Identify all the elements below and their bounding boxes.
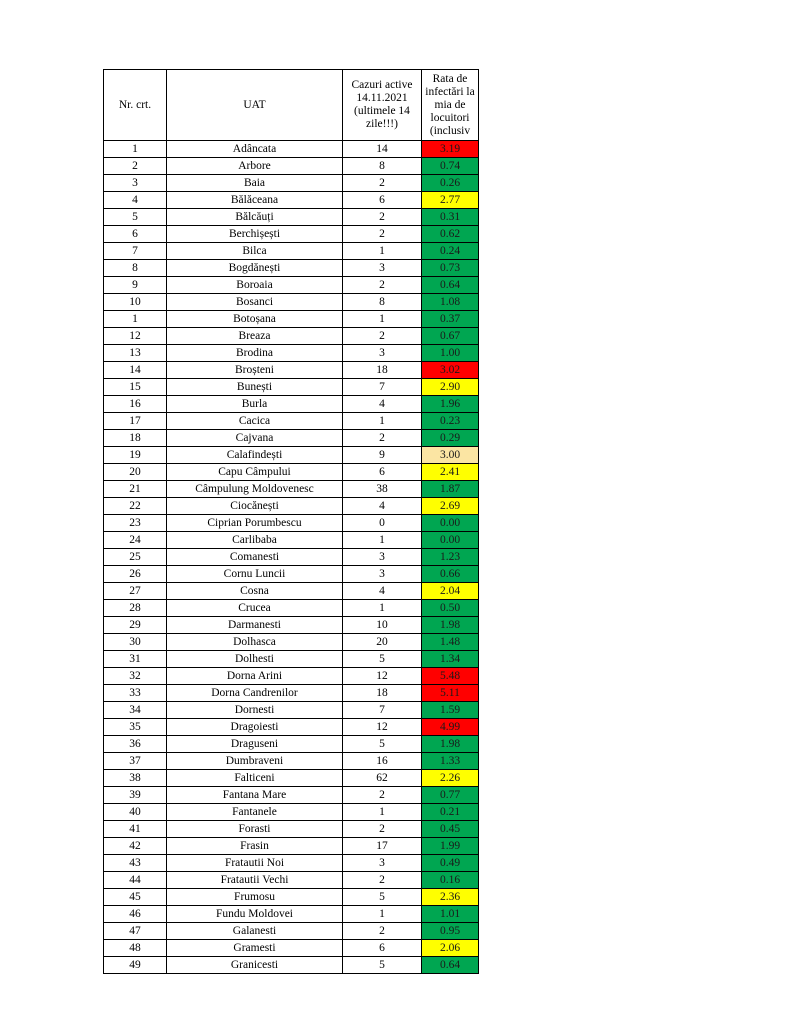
table-header-row <box>104 70 479 141</box>
infection-rate-cell: 0.73 <box>422 260 479 277</box>
row-number-cell: 9 <box>104 277 167 294</box>
active-cases-cell: 2 <box>343 430 422 447</box>
infection-rate-cell: 0.29 <box>422 430 479 447</box>
table-row <box>104 753 479 770</box>
uat-name-cell: Baia <box>167 175 343 192</box>
infection-rate-cell: 2.69 <box>422 498 479 515</box>
active-cases-cell: 6 <box>343 192 422 209</box>
uat-name-cell: Dragoiesti <box>167 719 343 736</box>
infection-rate-cell: 0.67 <box>422 328 479 345</box>
active-cases-cell: 3 <box>343 566 422 583</box>
table-row <box>104 498 479 515</box>
table-row <box>104 379 479 396</box>
infection-rate-cell: 0.77 <box>422 787 479 804</box>
row-number-cell: 1 <box>104 141 167 158</box>
infection-rate-cell: 0.74 <box>422 158 479 175</box>
table-row <box>104 192 479 209</box>
table-row <box>104 294 479 311</box>
active-cases-cell: 6 <box>343 464 422 481</box>
row-number-cell: 25 <box>104 549 167 566</box>
row-number-cell: 43 <box>104 855 167 872</box>
table-row <box>104 634 479 651</box>
row-number-cell: 37 <box>104 753 167 770</box>
row-number-cell: 33 <box>104 685 167 702</box>
active-cases-cell: 16 <box>343 753 422 770</box>
row-number-cell: 31 <box>104 651 167 668</box>
infection-rate-cell: 0.00 <box>422 532 479 549</box>
row-number-cell: 32 <box>104 668 167 685</box>
table-row <box>104 668 479 685</box>
table-row <box>104 719 479 736</box>
active-cases-cell: 1 <box>343 600 422 617</box>
uat-name-cell: Darmanesti <box>167 617 343 634</box>
infection-rate-cell: 1.08 <box>422 294 479 311</box>
row-number-cell: 30 <box>104 634 167 651</box>
infection-rate-cell: 1.59 <box>422 702 479 719</box>
table-row <box>104 702 479 719</box>
row-number-cell: 21 <box>104 481 167 498</box>
active-cases-cell: 4 <box>343 396 422 413</box>
active-cases-cell: 38 <box>343 481 422 498</box>
uat-name-cell: Frumosu <box>167 889 343 906</box>
row-number-cell: 15 <box>104 379 167 396</box>
row-number-cell: 19 <box>104 447 167 464</box>
row-number-cell: 20 <box>104 464 167 481</box>
infection-rate-cell: 1.98 <box>422 617 479 634</box>
header-nr: Nr. crt. <box>104 70 167 141</box>
infection-rate-cell: 1.01 <box>422 906 479 923</box>
active-cases-cell: 1 <box>343 413 422 430</box>
uat-name-cell: Cajvana <box>167 430 343 447</box>
active-cases-cell: 20 <box>343 634 422 651</box>
table-row <box>104 464 479 481</box>
uat-name-cell: Bilca <box>167 243 343 260</box>
infection-rate-cell: 4.99 <box>422 719 479 736</box>
row-number-cell: 47 <box>104 923 167 940</box>
active-cases-cell: 3 <box>343 345 422 362</box>
table-row <box>104 396 479 413</box>
uat-name-cell: Dorna Arini <box>167 668 343 685</box>
infection-rate-cell: 1.23 <box>422 549 479 566</box>
uat-name-cell: Dolhesti <box>167 651 343 668</box>
uat-name-cell: Fratautii Vechi <box>167 872 343 889</box>
uat-name-cell: Ciocănești <box>167 498 343 515</box>
uat-name-cell: Câmpulung Moldovenesc <box>167 481 343 498</box>
table-row <box>104 651 479 668</box>
row-number-cell: 45 <box>104 889 167 906</box>
active-cases-cell: 4 <box>343 583 422 600</box>
infection-rate-cell: 0.66 <box>422 566 479 583</box>
uat-name-cell: Dornesti <box>167 702 343 719</box>
uat-name-cell: Brodina <box>167 345 343 362</box>
header-rate <box>422 70 479 141</box>
infection-rate-cell: 2.36 <box>422 889 479 906</box>
row-number-cell: 38 <box>104 770 167 787</box>
active-cases-cell: 5 <box>343 651 422 668</box>
uat-name-cell: Galanesti <box>167 923 343 940</box>
row-number-cell: 36 <box>104 736 167 753</box>
active-cases-cell: 17 <box>343 838 422 855</box>
infection-rate-cell: 0.23 <box>422 413 479 430</box>
row-number-cell: 27 <box>104 583 167 600</box>
infection-rate-cell: 5.48 <box>422 668 479 685</box>
table-row <box>104 600 479 617</box>
table-row <box>104 413 479 430</box>
row-number-cell: 5 <box>104 209 167 226</box>
table-row <box>104 566 479 583</box>
table-row <box>104 855 479 872</box>
infection-rate-cell: 0.49 <box>422 855 479 872</box>
infection-rate-cell: 2.41 <box>422 464 479 481</box>
active-cases-cell: 2 <box>343 175 422 192</box>
row-number-cell: 22 <box>104 498 167 515</box>
active-cases-cell: 1 <box>343 243 422 260</box>
active-cases-cell: 6 <box>343 940 422 957</box>
infection-rate-cell: 3.02 <box>422 362 479 379</box>
row-number-cell: 2 <box>104 158 167 175</box>
uat-name-cell: Frasin <box>167 838 343 855</box>
row-number-cell: 16 <box>104 396 167 413</box>
active-cases-cell: 3 <box>343 549 422 566</box>
table-row <box>104 685 479 702</box>
uat-name-cell: Ciprian Porumbescu <box>167 515 343 532</box>
row-number-cell: 29 <box>104 617 167 634</box>
infection-rate-cell: 0.50 <box>422 600 479 617</box>
active-cases-cell: 14 <box>343 141 422 158</box>
row-number-cell: 24 <box>104 532 167 549</box>
uat-name-cell: Berchișești <box>167 226 343 243</box>
table-row <box>104 549 479 566</box>
table-row <box>104 447 479 464</box>
active-cases-cell: 7 <box>343 379 422 396</box>
active-cases-cell: 18 <box>343 685 422 702</box>
infection-rate-cell: 2.06 <box>422 940 479 957</box>
uat-name-cell: Breaza <box>167 328 343 345</box>
table-row <box>104 821 479 838</box>
active-cases-cell: 2 <box>343 277 422 294</box>
active-cases-cell: 2 <box>343 821 422 838</box>
table-row <box>104 481 479 498</box>
table-row <box>104 617 479 634</box>
table-row <box>104 583 479 600</box>
infection-rate-cell: 0.62 <box>422 226 479 243</box>
table-row <box>104 770 479 787</box>
table-row <box>104 957 479 974</box>
infection-rate-cell: 0.95 <box>422 923 479 940</box>
uat-name-cell: Bogdănești <box>167 260 343 277</box>
row-number-cell: 40 <box>104 804 167 821</box>
table-row <box>104 940 479 957</box>
active-cases-cell: 5 <box>343 957 422 974</box>
infection-rate-cell: 0.16 <box>422 872 479 889</box>
uat-name-cell: Comanesti <box>167 549 343 566</box>
uat-name-cell: Draguseni <box>167 736 343 753</box>
active-cases-cell: 2 <box>343 787 422 804</box>
table-row <box>104 362 479 379</box>
row-number-cell: 39 <box>104 787 167 804</box>
table-row <box>104 209 479 226</box>
infection-rate-cell: 1.34 <box>422 651 479 668</box>
table-row <box>104 515 479 532</box>
row-number-cell: 34 <box>104 702 167 719</box>
table-row <box>104 532 479 549</box>
infection-rate-cell: 3.19 <box>422 141 479 158</box>
uat-name-cell: Bunești <box>167 379 343 396</box>
row-number-cell: 23 <box>104 515 167 532</box>
row-number-cell: 14 <box>104 362 167 379</box>
infection-rate-cell: 0.24 <box>422 243 479 260</box>
active-cases-cell: 1 <box>343 532 422 549</box>
uat-name-cell: Forasti <box>167 821 343 838</box>
uat-name-cell: Gramesti <box>167 940 343 957</box>
infection-rate-cell: 2.04 <box>422 583 479 600</box>
table-row <box>104 838 479 855</box>
uat-name-cell: Bălcăuți <box>167 209 343 226</box>
table-row <box>104 889 479 906</box>
row-number-cell: 13 <box>104 345 167 362</box>
uat-name-cell: Adâncata <box>167 141 343 158</box>
infection-rate-cell: 0.37 <box>422 311 479 328</box>
table-row <box>104 345 479 362</box>
infection-rate-cell: 1.99 <box>422 838 479 855</box>
row-number-cell: 3 <box>104 175 167 192</box>
uat-name-cell: Burla <box>167 396 343 413</box>
active-cases-cell: 9 <box>343 447 422 464</box>
uat-name-cell: Capu Câmpului <box>167 464 343 481</box>
table-row <box>104 906 479 923</box>
active-cases-cell: 8 <box>343 294 422 311</box>
uat-name-cell: Bosanci <box>167 294 343 311</box>
row-number-cell: 26 <box>104 566 167 583</box>
row-number-cell: 46 <box>104 906 167 923</box>
row-number-cell: 42 <box>104 838 167 855</box>
row-number-cell: 6 <box>104 226 167 243</box>
uat-name-cell: Granicesti <box>167 957 343 974</box>
infection-rate-cell: 0.64 <box>422 277 479 294</box>
row-number-cell: 10 <box>104 294 167 311</box>
uat-name-cell: Boroaia <box>167 277 343 294</box>
infection-rate-cell: 0.64 <box>422 957 479 974</box>
row-number-cell: 12 <box>104 328 167 345</box>
uat-name-cell: Cornu Luncii <box>167 566 343 583</box>
table-body <box>104 141 479 974</box>
row-number-cell: 7 <box>104 243 167 260</box>
row-number-cell: 28 <box>104 600 167 617</box>
infection-rate-cell: 1.33 <box>422 753 479 770</box>
active-cases-cell: 3 <box>343 855 422 872</box>
table-row <box>104 311 479 328</box>
uat-name-cell: Fantana Mare <box>167 787 343 804</box>
uat-name-cell: Cosna <box>167 583 343 600</box>
table-row <box>104 923 479 940</box>
infection-rate-cell: 1.96 <box>422 396 479 413</box>
row-number-cell: 17 <box>104 413 167 430</box>
infection-rate-cell: 0.21 <box>422 804 479 821</box>
uat-name-cell: Crucea <box>167 600 343 617</box>
table-row <box>104 804 479 821</box>
active-cases-cell: 12 <box>343 719 422 736</box>
row-number-cell: 4 <box>104 192 167 209</box>
header-cases: Cazuri active 14.11.2021 (ultimele 14 zile!!!) <box>343 70 422 141</box>
active-cases-cell: 2 <box>343 872 422 889</box>
active-cases-cell: 8 <box>343 158 422 175</box>
uat-name-cell: Fratautii Noi <box>167 855 343 872</box>
active-cases-cell: 3 <box>343 260 422 277</box>
active-cases-cell: 0 <box>343 515 422 532</box>
infection-rate-cell: 3.00 <box>422 447 479 464</box>
active-cases-cell: 2 <box>343 226 422 243</box>
uat-name-cell: Cacica <box>167 413 343 430</box>
table-row <box>104 736 479 753</box>
active-cases-cell: 5 <box>343 889 422 906</box>
table-row <box>104 175 479 192</box>
row-number-cell: 8 <box>104 260 167 277</box>
active-cases-cell: 5 <box>343 736 422 753</box>
active-cases-cell: 2 <box>343 923 422 940</box>
infection-rate-cell: 0.26 <box>422 175 479 192</box>
infection-rate-cell: 1.48 <box>422 634 479 651</box>
uat-name-cell: Dumbraveni <box>167 753 343 770</box>
table-row <box>104 226 479 243</box>
row-number-cell: 1 <box>104 311 167 328</box>
uat-name-cell: Falticeni <box>167 770 343 787</box>
uat-name-cell: Carlibaba <box>167 532 343 549</box>
table-row <box>104 787 479 804</box>
infection-rate-cell: 1.87 <box>422 481 479 498</box>
active-cases-cell: 1 <box>343 906 422 923</box>
table-row <box>104 243 479 260</box>
row-number-cell: 35 <box>104 719 167 736</box>
active-cases-cell: 18 <box>343 362 422 379</box>
table-row <box>104 328 479 345</box>
header-uat: UAT <box>167 70 343 141</box>
uat-name-cell: Fundu Moldovei <box>167 906 343 923</box>
infection-rate-cell: 1.98 <box>422 736 479 753</box>
row-number-cell: 18 <box>104 430 167 447</box>
table-row <box>104 260 479 277</box>
infection-rate-table <box>103 69 479 974</box>
uat-name-cell: Dolhasca <box>167 634 343 651</box>
table-row <box>104 430 479 447</box>
active-cases-cell: 2 <box>343 328 422 345</box>
active-cases-cell: 2 <box>343 209 422 226</box>
active-cases-cell: 62 <box>343 770 422 787</box>
row-number-cell: 41 <box>104 821 167 838</box>
row-number-cell: 48 <box>104 940 167 957</box>
uat-name-cell: Broșteni <box>167 362 343 379</box>
active-cases-cell: 4 <box>343 498 422 515</box>
table-row <box>104 141 479 158</box>
infection-rate-cell: 2.26 <box>422 770 479 787</box>
uat-name-cell: Dorna Candrenilor <box>167 685 343 702</box>
uat-name-cell: Botoșana <box>167 311 343 328</box>
table-row <box>104 872 479 889</box>
header-rate-text: Rata de infectări la mia de locuitori (inclusiv <box>425 72 475 137</box>
infection-rate-cell: 2.90 <box>422 379 479 396</box>
active-cases-cell: 1 <box>343 311 422 328</box>
uat-name-cell: Bălăceana <box>167 192 343 209</box>
infection-rate-cell: 0.31 <box>422 209 479 226</box>
infection-rate-cell: 1.00 <box>422 345 479 362</box>
table-row <box>104 158 479 175</box>
uat-name-cell: Calafindești <box>167 447 343 464</box>
uat-name-cell: Arbore <box>167 158 343 175</box>
active-cases-cell: 10 <box>343 617 422 634</box>
table-row <box>104 277 479 294</box>
infection-rate-cell: 2.77 <box>422 192 479 209</box>
active-cases-cell: 1 <box>343 804 422 821</box>
infection-rate-cell: 5.11 <box>422 685 479 702</box>
row-number-cell: 49 <box>104 957 167 974</box>
uat-name-cell: Fantanele <box>167 804 343 821</box>
active-cases-cell: 7 <box>343 702 422 719</box>
row-number-cell: 44 <box>104 872 167 889</box>
infection-rate-cell: 0.45 <box>422 821 479 838</box>
infection-rate-cell: 0.00 <box>422 515 479 532</box>
active-cases-cell: 12 <box>343 668 422 685</box>
